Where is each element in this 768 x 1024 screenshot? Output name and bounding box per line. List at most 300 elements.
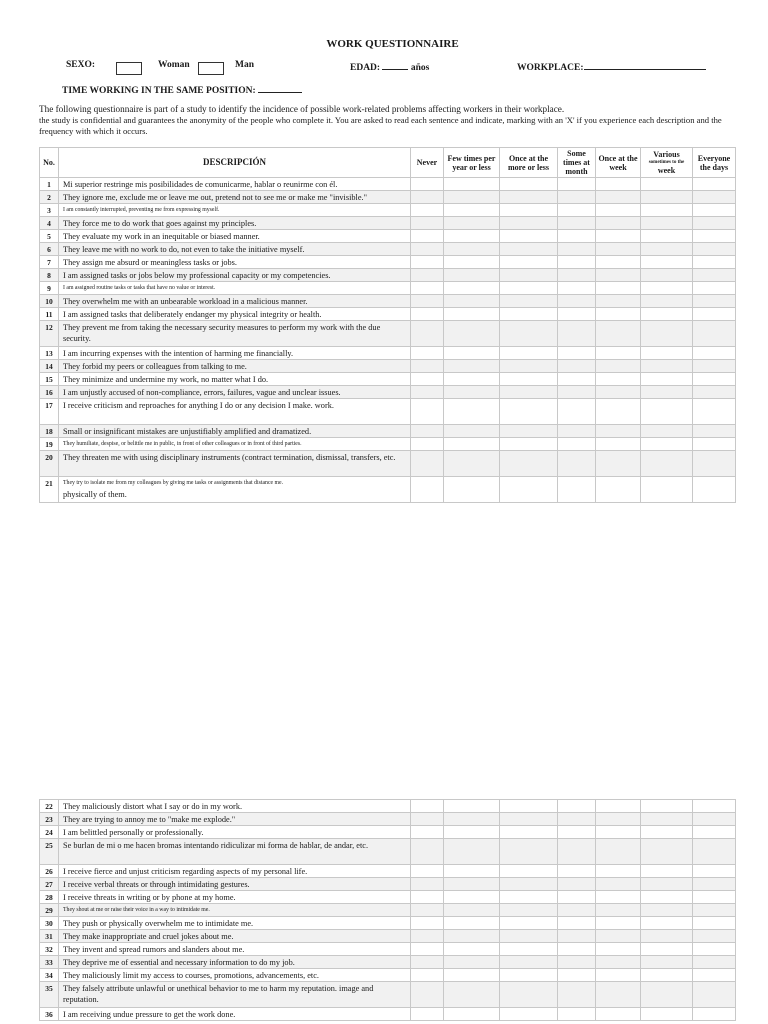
answer-cell-various[interactable]: [641, 800, 693, 813]
answer-cell-some-times[interactable]: [558, 256, 596, 269]
answer-cell-everyone[interactable]: [693, 347, 736, 360]
answer-cell-various[interactable]: [641, 878, 693, 891]
answer-cell-some-times[interactable]: [558, 943, 596, 956]
answer-cell-some-times[interactable]: [558, 1008, 596, 1021]
table-row: [40, 438, 736, 451]
row-number: 23: [40, 813, 59, 826]
answer-cell-everyone[interactable]: [693, 438, 736, 451]
answer-cell-once-month[interactable]: [500, 386, 558, 399]
answer-cell-various[interactable]: [641, 321, 693, 347]
questionnaire-table-part-2: [39, 799, 736, 1021]
answer-cell-never[interactable]: [411, 347, 444, 360]
answer-cell-never[interactable]: [411, 943, 444, 956]
answer-cell-once-month[interactable]: [500, 839, 558, 865]
answer-cell-never[interactable]: [411, 865, 444, 878]
answer-cell-some-times[interactable]: [558, 178, 596, 191]
answer-cell-various[interactable]: [641, 204, 693, 217]
row-description-text: They maliciously distort what I say or do in my work.: [63, 802, 243, 811]
answer-cell-once-month[interactable]: [500, 217, 558, 230]
answer-cell-everyone[interactable]: [693, 191, 736, 204]
row-description: [59, 982, 411, 1008]
row-number: 7: [40, 256, 59, 269]
answer-cell-once-month[interactable]: [500, 956, 558, 969]
answer-cell-various[interactable]: [641, 386, 693, 399]
answer-cell-various[interactable]: [641, 217, 693, 230]
answer-cell-once-week[interactable]: [596, 178, 641, 191]
answer-cell-few-times[interactable]: [444, 969, 500, 982]
row-number: 1: [40, 178, 59, 191]
table-row: [40, 347, 736, 360]
answer-cell-everyone[interactable]: [693, 878, 736, 891]
table-row: [40, 839, 736, 865]
answer-cell-never[interactable]: [411, 982, 444, 1008]
answer-cell-never[interactable]: [411, 438, 444, 451]
answer-cell-few-times[interactable]: [444, 904, 500, 917]
answer-cell-never[interactable]: [411, 269, 444, 282]
answer-cell-few-times[interactable]: [444, 191, 500, 204]
answer-cell-everyone[interactable]: [693, 917, 736, 930]
answer-cell-everyone[interactable]: [693, 360, 736, 373]
answer-cell-some-times[interactable]: [558, 347, 596, 360]
answer-cell-everyone[interactable]: [693, 178, 736, 191]
answer-cell-once-month[interactable]: [500, 800, 558, 813]
answer-cell-once-week[interactable]: [596, 800, 641, 813]
answer-cell-once-month[interactable]: [500, 865, 558, 878]
table-row: [40, 386, 736, 399]
row-description: [59, 230, 411, 243]
answer-cell-everyone[interactable]: [693, 282, 736, 295]
answer-cell-some-times[interactable]: [558, 360, 596, 373]
answer-cell-once-week[interactable]: [596, 477, 641, 503]
answer-cell-various[interactable]: [641, 930, 693, 943]
answer-cell-once-month[interactable]: [500, 282, 558, 295]
answer-cell-once-month[interactable]: [500, 191, 558, 204]
answer-cell-everyone[interactable]: [693, 295, 736, 308]
row-number: 19: [40, 438, 59, 451]
table-row: [40, 891, 736, 904]
answer-cell-some-times[interactable]: [558, 969, 596, 982]
answer-cell-once-week[interactable]: [596, 360, 641, 373]
answer-cell-once-month[interactable]: [500, 982, 558, 1008]
row-description-text: I am receiving undue pressure to get the work done.: [63, 1010, 236, 1019]
answer-cell-never[interactable]: [411, 813, 444, 826]
answer-cell-once-month[interactable]: [500, 943, 558, 956]
answer-cell-various[interactable]: [641, 969, 693, 982]
answer-cell-some-times[interactable]: [558, 282, 596, 295]
answer-cell-once-week[interactable]: [596, 451, 641, 477]
row-description-text: I am belittled personally or professionally.: [63, 828, 204, 837]
answer-cell-once-month[interactable]: [500, 373, 558, 386]
answer-cell-various[interactable]: [641, 347, 693, 360]
answer-cell-once-week[interactable]: [596, 243, 641, 256]
row-number: 11: [40, 308, 59, 321]
answer-cell-few-times[interactable]: [444, 399, 500, 425]
answer-cell-once-week[interactable]: [596, 969, 641, 982]
answer-cell-once-week[interactable]: [596, 386, 641, 399]
table-row: [40, 256, 736, 269]
answer-cell-once-week[interactable]: [596, 930, 641, 943]
answer-cell-few-times[interactable]: [444, 438, 500, 451]
row-description: [59, 956, 411, 969]
answer-cell-some-times[interactable]: [558, 308, 596, 321]
answer-cell-some-times[interactable]: [558, 813, 596, 826]
answer-cell-everyone[interactable]: [693, 904, 736, 917]
answer-cell-once-week[interactable]: [596, 891, 641, 904]
answer-cell-everyone[interactable]: [693, 930, 736, 943]
answer-cell-few-times[interactable]: [444, 373, 500, 386]
answer-cell-once-month[interactable]: [500, 360, 558, 373]
answer-cell-once-week[interactable]: [596, 865, 641, 878]
answer-cell-everyone[interactable]: [693, 217, 736, 230]
answer-cell-everyone[interactable]: [693, 399, 736, 425]
answer-cell-various[interactable]: [641, 438, 693, 451]
answer-cell-everyone[interactable]: [693, 982, 736, 1008]
answer-cell-once-month[interactable]: [500, 256, 558, 269]
answer-cell-some-times[interactable]: [558, 904, 596, 917]
answer-cell-everyone[interactable]: [693, 826, 736, 839]
answer-cell-once-month[interactable]: [500, 477, 558, 503]
answer-cell-few-times[interactable]: [444, 295, 500, 308]
row-description-text: They ignore me, exclude me or leave me out, pretend not to see me or make me "invisible.": [63, 193, 367, 202]
answer-cell-various[interactable]: [641, 295, 693, 308]
answer-cell-once-month[interactable]: [500, 1008, 558, 1021]
answer-cell-once-month[interactable]: [500, 930, 558, 943]
answer-cell-never[interactable]: [411, 969, 444, 982]
answer-cell-once-week[interactable]: [596, 826, 641, 839]
answer-cell-never[interactable]: [411, 321, 444, 347]
answer-cell-few-times[interactable]: [444, 360, 500, 373]
answer-cell-once-week[interactable]: [596, 204, 641, 217]
answer-cell-few-times[interactable]: [444, 917, 500, 930]
answer-cell-once-month[interactable]: [500, 969, 558, 982]
answer-cell-everyone[interactable]: [693, 243, 736, 256]
answer-cell-once-week[interactable]: [596, 308, 641, 321]
answer-cell-some-times[interactable]: [558, 930, 596, 943]
answer-cell-never[interactable]: [411, 217, 444, 230]
answer-cell-few-times[interactable]: [444, 243, 500, 256]
answer-cell-everyone[interactable]: [693, 230, 736, 243]
answer-cell-once-week[interactable]: [596, 943, 641, 956]
answer-cell-few-times[interactable]: [444, 217, 500, 230]
answer-cell-once-month[interactable]: [500, 904, 558, 917]
answer-cell-few-times[interactable]: [444, 1008, 500, 1021]
answer-cell-never[interactable]: [411, 826, 444, 839]
answer-cell-never[interactable]: [411, 451, 444, 477]
answer-cell-some-times[interactable]: [558, 191, 596, 204]
answer-cell-some-times[interactable]: [558, 295, 596, 308]
answer-cell-various[interactable]: [641, 865, 693, 878]
row-number: 29: [40, 904, 59, 917]
answer-cell-some-times[interactable]: [558, 204, 596, 217]
man-checkbox[interactable]: [198, 62, 224, 75]
answer-cell-once-month[interactable]: [500, 204, 558, 217]
answer-cell-once-month[interactable]: [500, 878, 558, 891]
answer-cell-few-times[interactable]: [444, 956, 500, 969]
edad-field[interactable]: [382, 60, 408, 70]
table-row: [40, 956, 736, 969]
row-number: 6: [40, 243, 59, 256]
answer-cell-some-times[interactable]: [558, 425, 596, 438]
answer-cell-various[interactable]: [641, 373, 693, 386]
row-description-text: They shout at me or raise their voice in a way to intimidate me.: [63, 907, 210, 913]
answer-cell-few-times[interactable]: [444, 204, 500, 217]
answer-cell-once-week[interactable]: [596, 839, 641, 865]
answer-cell-various[interactable]: [641, 178, 693, 191]
answer-cell-some-times[interactable]: [558, 373, 596, 386]
answer-cell-various[interactable]: [641, 282, 693, 295]
answer-cell-once-week[interactable]: [596, 813, 641, 826]
answer-cell-few-times[interactable]: [444, 451, 500, 477]
answer-cell-some-times[interactable]: [558, 243, 596, 256]
answer-cell-never[interactable]: [411, 256, 444, 269]
answer-cell-never[interactable]: [411, 373, 444, 386]
answer-cell-various[interactable]: [641, 360, 693, 373]
answer-cell-few-times[interactable]: [444, 943, 500, 956]
answer-cell-once-week[interactable]: [596, 425, 641, 438]
answer-cell-once-week[interactable]: [596, 230, 641, 243]
answer-cell-once-month[interactable]: [500, 826, 558, 839]
table-row: [40, 321, 736, 347]
answer-cell-once-week[interactable]: [596, 373, 641, 386]
answer-cell-once-week[interactable]: [596, 878, 641, 891]
answer-cell-never[interactable]: [411, 399, 444, 425]
answer-cell-never[interactable]: [411, 878, 444, 891]
answer-cell-some-times[interactable]: [558, 956, 596, 969]
answer-cell-few-times[interactable]: [444, 839, 500, 865]
answer-cell-some-times[interactable]: [558, 321, 596, 347]
row-description-text: They evaluate my work in an inequitable or biased manner.: [63, 232, 260, 241]
woman-checkbox[interactable]: [116, 62, 142, 75]
answer-cell-few-times[interactable]: [444, 477, 500, 503]
answer-cell-once-week[interactable]: [596, 269, 641, 282]
answer-cell-never[interactable]: [411, 191, 444, 204]
answer-cell-everyone[interactable]: [693, 256, 736, 269]
answer-cell-never[interactable]: [411, 917, 444, 930]
answer-cell-various[interactable]: [641, 399, 693, 425]
answer-cell-various[interactable]: [641, 826, 693, 839]
answer-cell-some-times[interactable]: [558, 230, 596, 243]
answer-cell-few-times[interactable]: [444, 800, 500, 813]
answer-cell-various[interactable]: [641, 917, 693, 930]
answer-cell-various[interactable]: [641, 891, 693, 904]
answer-cell-everyone[interactable]: [693, 308, 736, 321]
answer-cell-few-times[interactable]: [444, 178, 500, 191]
col-header-description: DESCRIPCIÓN: [59, 148, 411, 178]
answer-cell-few-times[interactable]: [444, 269, 500, 282]
answer-cell-once-week[interactable]: [596, 217, 641, 230]
answer-cell-everyone[interactable]: [693, 425, 736, 438]
answer-cell-everyone[interactable]: [693, 321, 736, 347]
answer-cell-various[interactable]: [641, 269, 693, 282]
answer-cell-few-times[interactable]: [444, 891, 500, 904]
answer-cell-once-week[interactable]: [596, 904, 641, 917]
row-number: 15: [40, 373, 59, 386]
answer-cell-once-week[interactable]: [596, 1008, 641, 1021]
answer-cell-various[interactable]: [641, 243, 693, 256]
answer-cell-everyone[interactable]: [693, 839, 736, 865]
answer-cell-some-times[interactable]: [558, 451, 596, 477]
answer-cell-some-times[interactable]: [558, 386, 596, 399]
answer-cell-once-week[interactable]: [596, 282, 641, 295]
row-description: [59, 969, 411, 982]
answer-cell-once-month[interactable]: [500, 891, 558, 904]
workplace-field[interactable]: [584, 60, 706, 70]
answer-cell-never[interactable]: [411, 956, 444, 969]
answer-cell-never[interactable]: [411, 930, 444, 943]
answer-cell-never[interactable]: [411, 204, 444, 217]
answer-cell-various[interactable]: [641, 956, 693, 969]
answer-cell-various[interactable]: [641, 308, 693, 321]
answer-cell-some-times[interactable]: [558, 839, 596, 865]
answer-cell-once-week[interactable]: [596, 256, 641, 269]
table-row: [40, 230, 736, 243]
answer-cell-some-times[interactable]: [558, 982, 596, 1008]
answer-cell-few-times[interactable]: [444, 347, 500, 360]
answer-cell-some-times[interactable]: [558, 800, 596, 813]
table-row: [40, 826, 736, 839]
answer-cell-various[interactable]: [641, 477, 693, 503]
answer-cell-once-week[interactable]: [596, 295, 641, 308]
answer-cell-some-times[interactable]: [558, 399, 596, 425]
answer-cell-once-month[interactable]: [500, 321, 558, 347]
answer-cell-once-month[interactable]: [500, 917, 558, 930]
row-description: [59, 178, 411, 191]
answer-cell-few-times[interactable]: [444, 826, 500, 839]
answer-cell-once-month[interactable]: [500, 269, 558, 282]
answer-cell-some-times[interactable]: [558, 891, 596, 904]
woman-label: Woman: [158, 60, 190, 70]
edad-label: EDAD:: [350, 63, 381, 73]
answer-cell-once-month[interactable]: [500, 178, 558, 191]
answer-cell-various[interactable]: [641, 943, 693, 956]
answer-cell-once-week[interactable]: [596, 438, 641, 451]
answer-cell-various[interactable]: [641, 191, 693, 204]
answer-cell-few-times[interactable]: [444, 878, 500, 891]
row-description: [59, 813, 411, 826]
answer-cell-various[interactable]: [641, 256, 693, 269]
answer-cell-once-week[interactable]: [596, 347, 641, 360]
row-description-text: They threaten me with using disciplinary instruments (contract termination, dismissal, transfers, etc.: [63, 453, 396, 462]
answer-cell-some-times[interactable]: [558, 269, 596, 282]
answer-cell-never[interactable]: [411, 1008, 444, 1021]
answer-cell-everyone[interactable]: [693, 891, 736, 904]
answer-cell-once-week[interactable]: [596, 982, 641, 1008]
answer-cell-once-week[interactable]: [596, 399, 641, 425]
answer-cell-never[interactable]: [411, 230, 444, 243]
answer-cell-once-month[interactable]: [500, 451, 558, 477]
answer-cell-few-times[interactable]: [444, 230, 500, 243]
answer-cell-once-week[interactable]: [596, 956, 641, 969]
answer-cell-once-week[interactable]: [596, 321, 641, 347]
answer-cell-various[interactable]: [641, 425, 693, 438]
answer-cell-once-month[interactable]: [500, 230, 558, 243]
row-description: [59, 191, 411, 204]
answer-cell-never[interactable]: [411, 360, 444, 373]
answer-cell-various[interactable]: [641, 451, 693, 477]
answer-cell-various[interactable]: [641, 982, 693, 1008]
answer-cell-never[interactable]: [411, 308, 444, 321]
answer-cell-some-times[interactable]: [558, 917, 596, 930]
answer-cell-everyone[interactable]: [693, 477, 736, 503]
answer-cell-everyone[interactable]: [693, 943, 736, 956]
answer-cell-once-week[interactable]: [596, 917, 641, 930]
answer-cell-once-month[interactable]: [500, 813, 558, 826]
answer-cell-some-times[interactable]: [558, 438, 596, 451]
answer-cell-once-month[interactable]: [500, 425, 558, 438]
answer-cell-everyone[interactable]: [693, 269, 736, 282]
answer-cell-once-month[interactable]: [500, 399, 558, 425]
answer-cell-never[interactable]: [411, 477, 444, 503]
answer-cell-everyone[interactable]: [693, 956, 736, 969]
answer-cell-never[interactable]: [411, 386, 444, 399]
answer-cell-various[interactable]: [641, 839, 693, 865]
row-description: [59, 269, 411, 282]
answer-cell-never[interactable]: [411, 800, 444, 813]
answer-cell-never[interactable]: [411, 282, 444, 295]
answer-cell-few-times[interactable]: [444, 982, 500, 1008]
answer-cell-few-times[interactable]: [444, 321, 500, 347]
row-number: 20: [40, 451, 59, 477]
row-number: 33: [40, 956, 59, 969]
answer-cell-everyone[interactable]: [693, 373, 736, 386]
answer-cell-various[interactable]: [641, 230, 693, 243]
answer-cell-few-times[interactable]: [444, 386, 500, 399]
answer-cell-once-week[interactable]: [596, 191, 641, 204]
answer-cell-everyone[interactable]: [693, 204, 736, 217]
answer-cell-once-month[interactable]: [500, 438, 558, 451]
answer-cell-everyone[interactable]: [693, 1008, 736, 1021]
table-row: [40, 282, 736, 295]
answer-cell-everyone[interactable]: [693, 969, 736, 982]
answer-cell-few-times[interactable]: [444, 282, 500, 295]
answer-cell-some-times[interactable]: [558, 217, 596, 230]
answer-cell-few-times[interactable]: [444, 813, 500, 826]
answer-cell-few-times[interactable]: [444, 425, 500, 438]
answer-cell-once-month[interactable]: [500, 347, 558, 360]
time-position-field[interactable]: [258, 83, 302, 93]
answer-cell-few-times[interactable]: [444, 308, 500, 321]
row-number: 17: [40, 399, 59, 425]
row-description-text: They invent and spread rumors and slanders about me.: [63, 945, 245, 954]
answer-cell-few-times[interactable]: [444, 865, 500, 878]
answer-cell-everyone[interactable]: [693, 813, 736, 826]
answer-cell-once-month[interactable]: [500, 295, 558, 308]
answer-cell-various[interactable]: [641, 813, 693, 826]
answer-cell-never[interactable]: [411, 425, 444, 438]
answer-cell-once-month[interactable]: [500, 243, 558, 256]
answer-cell-some-times[interactable]: [558, 878, 596, 891]
row-description-text: They force me to do work that goes against my principles.: [63, 219, 257, 228]
answer-cell-some-times[interactable]: [558, 826, 596, 839]
answer-cell-everyone[interactable]: [693, 451, 736, 477]
answer-cell-once-month[interactable]: [500, 308, 558, 321]
answer-cell-few-times[interactable]: [444, 256, 500, 269]
answer-cell-some-times[interactable]: [558, 865, 596, 878]
answer-cell-never[interactable]: [411, 243, 444, 256]
answer-cell-everyone[interactable]: [693, 800, 736, 813]
answer-cell-never[interactable]: [411, 839, 444, 865]
answer-cell-never[interactable]: [411, 904, 444, 917]
answer-cell-various[interactable]: [641, 904, 693, 917]
answer-cell-few-times[interactable]: [444, 930, 500, 943]
answer-cell-everyone[interactable]: [693, 386, 736, 399]
answer-cell-some-times[interactable]: [558, 477, 596, 503]
answer-cell-never[interactable]: [411, 178, 444, 191]
answer-cell-never[interactable]: [411, 891, 444, 904]
answer-cell-never[interactable]: [411, 295, 444, 308]
answer-cell-various[interactable]: [641, 1008, 693, 1021]
answer-cell-everyone[interactable]: [693, 865, 736, 878]
